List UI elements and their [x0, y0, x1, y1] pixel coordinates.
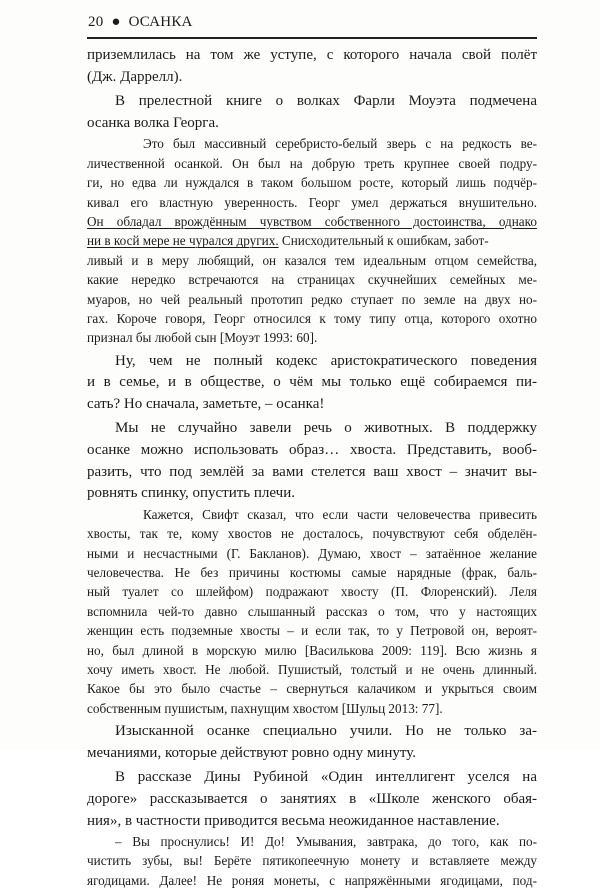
paragraph [87, 721, 537, 764]
section-title: ОСАНКА [128, 14, 193, 30]
text-line: (Дж. Даррелл). [87, 68, 183, 85]
text-line: Ну, чем не полный кодекс аристократического поведения [115, 352, 537, 369]
text-line: осанке можно использовать образ… хвоста. Представить, вооб- [87, 442, 537, 459]
quote-line: но, был длиной в морскую милю [Василькова 2009: 119]. Всю жизнь я [87, 642, 537, 658]
quote-line: женщин есть подземные хвосты – и если так, то у Петровой он, вероят- [87, 623, 537, 639]
text-line: мечаниями, которые действуют ровно одну минуту. [87, 744, 417, 761]
text-line: сать? Но сначала, заметьте, – осанка! [87, 395, 325, 412]
quote-line: – Вы проснулись! И! До! Умывания, завтрака, до того, как по- [115, 834, 537, 850]
quote-line: муаров, но чей реальный прототип редко ступает по земле на двух но- [87, 291, 537, 307]
bullet-icon: ● [111, 14, 121, 30]
header-rule [87, 37, 537, 39]
underlined-quote-line: Он обладал врождённым чувством собственного достоинства, однако [87, 213, 537, 229]
text-line: разить, что под землёй за вами стелется ваш хвост – значит вы- [87, 463, 537, 480]
text-line: приземлилась на том же уступе, с которого начала свой полёт [87, 47, 537, 63]
block-quote [87, 832, 537, 890]
text-line: Изысканной осанке специально учили. Но не только за- [115, 723, 537, 740]
quote-line: признал бы любой сын [Моуэт 1993: 60]. [87, 330, 318, 346]
page-text [87, 45, 537, 890]
running-head [88, 14, 193, 31]
quote-line: чистить зубы, вы! Берёте пятикопеечную монету и вставляете между [87, 853, 537, 869]
text-line: и в семье, и в обществе, о чём мы только ещё собираемся пи- [87, 374, 537, 391]
quote-line: Кажется, Свифт сказал, что если части человечества привесить [143, 506, 537, 522]
quote-line-rest: Снисходительный к ошибкам, забот- [278, 233, 489, 249]
paragraph [87, 767, 537, 832]
quote-line: личественной осанкой. Он был на добрую треть крупнее своей подру- [87, 155, 537, 171]
text-line: В рассказе Дины Рубиной «Один интеллигент уселся на [115, 769, 537, 786]
quote-line: ги, но едва ли нуждался в таком большом росте, который лишь подчёр- [87, 175, 537, 191]
paragraph [87, 91, 537, 134]
block-quote [87, 134, 537, 347]
quote-line: гах. Короче говоря, Георг относился к тому типу отца, которого охотно [87, 310, 537, 326]
quote-line: хочу иметь хвост. Не любой. Пушистый, толстый и не очень длинный. [87, 661, 537, 677]
text-line: осанка волка Георга. [87, 114, 219, 131]
quote-line: ный туалет со шлейфом) подражают хвосту (П. Флоренский). Леля [87, 584, 537, 600]
quote-line: Какое бы это было счастье – свернуться калачиком и укрыться своим [87, 681, 537, 697]
text-line: ния», в частности приводится весьма неожиданное наставление. [87, 812, 500, 829]
text-line: Мы не случайно завели речь о животных. В поддержку [115, 420, 537, 437]
quote-line: ными и несчастными (Г. Бакланов). Думаю, хвост – затаённое желание [87, 545, 537, 561]
page-number: 20 [88, 14, 104, 30]
quote-line: вспомнила чей-то давно слышанный рассказ о том, что у настоящих [87, 603, 537, 619]
text-line: В прелестной книге о волках Фарли Моуэта подмечена [115, 93, 537, 110]
quote-line: кивал его властную уверенность. Георг умел держаться внушительно. [87, 194, 537, 210]
block-quote [87, 505, 537, 718]
quote-line: хвосты, так те, кому хвостов не досталось, почувствуют себя обделён- [87, 526, 537, 542]
quote-line [87, 231, 537, 250]
quote-line: какие нередко встречаются на страницах скучнейших семейных ме- [87, 272, 537, 288]
quote-line: собственным пушистым, пахнущим хвостом [Шульц 2013: 77]. [87, 700, 443, 716]
paragraph-continuation [87, 45, 537, 88]
text-line: дороге» рассказывается о занятиях в «Школе женского обая- [87, 790, 537, 807]
quote-line: Это был массивный серебристо-белый зверь с на редкость ве- [143, 136, 537, 152]
paragraph [87, 418, 537, 504]
quote-line: человечества. Не без причины костюмы самые нарядные (фрак, баль- [87, 565, 537, 580]
quote-line: ягодицами. Далее! Не роняя монеты, с напряжёнными ягодицами, под- [87, 872, 537, 888]
text-line: ровнять спинку, опустить плечи. [87, 485, 296, 502]
underlined-phrase: ни в косй мере не чурался других. [87, 233, 279, 249]
quote-line: ливый и в меру любящий, он казался тем идеальным отцом семейства, [87, 252, 537, 268]
paragraph [87, 351, 537, 416]
